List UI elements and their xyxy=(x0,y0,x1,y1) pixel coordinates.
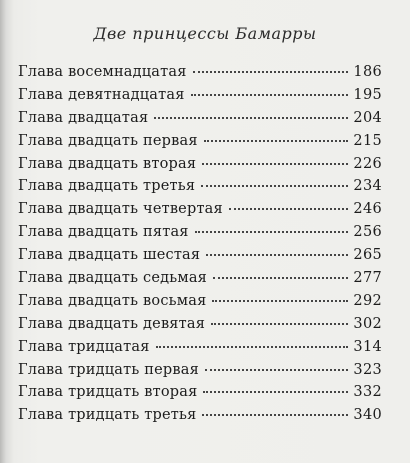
toc-entry-page: 215 xyxy=(353,132,382,149)
dot-leader xyxy=(229,208,349,210)
toc-entry xyxy=(18,201,382,224)
toc-entry-page: 302 xyxy=(353,315,382,332)
toc-entry xyxy=(18,270,382,293)
toc-entry-title: Глава двадцать шестая xyxy=(18,247,201,264)
toc-entry-title: Глава тридцать третья xyxy=(18,407,197,424)
toc-entry xyxy=(18,110,382,133)
dot-leader xyxy=(211,323,348,325)
toc-entry xyxy=(18,178,382,201)
toc-entry-page: 323 xyxy=(353,361,382,378)
toc-entry-title: Глава двадцать пятая xyxy=(18,224,189,241)
toc-entry-page: 256 xyxy=(353,224,382,241)
toc-entry-title: Глава двадцать девятая xyxy=(18,315,206,332)
toc-entry xyxy=(18,316,382,339)
toc-entry xyxy=(18,156,382,179)
toc-entry-page: 204 xyxy=(353,109,382,126)
dot-leader xyxy=(202,163,348,165)
toc-entry-page: 246 xyxy=(353,201,382,218)
toc-entry-page: 332 xyxy=(353,384,382,401)
dot-leader xyxy=(193,71,349,73)
toc-entry xyxy=(18,247,382,270)
toc-entry xyxy=(18,362,382,385)
toc-entry xyxy=(18,384,382,407)
toc-entry xyxy=(18,293,382,316)
dot-leader xyxy=(212,300,348,302)
toc-entry-title: Глава двадцатая xyxy=(18,109,149,126)
toc-entry xyxy=(18,407,382,430)
toc-entry-page: 314 xyxy=(353,338,382,355)
dot-leader xyxy=(203,391,348,393)
dot-leader xyxy=(213,277,348,279)
toc-entry-page: 292 xyxy=(353,292,382,309)
dot-leader xyxy=(206,254,348,256)
toc-entry-title: Глава двадцать четвертая xyxy=(18,201,223,218)
toc-entry-page: 234 xyxy=(353,178,382,195)
toc-entry-page: 340 xyxy=(353,407,382,424)
toc-entry-title: Глава девятнадцатая xyxy=(18,86,185,103)
toc-entry xyxy=(18,64,382,87)
table-of-contents xyxy=(18,64,382,430)
dot-leader xyxy=(195,231,349,233)
dot-leader xyxy=(156,346,349,348)
toc-entry-page: 186 xyxy=(353,64,382,80)
toc-entry-title: Глава тридцать вторая xyxy=(18,384,198,401)
toc-entry-title: Глава тридцатая xyxy=(18,338,150,355)
toc-entry xyxy=(18,339,382,362)
toc-entry xyxy=(18,87,382,110)
toc-entry-title: Глава двадцать седьмая xyxy=(18,270,208,287)
toc-entry-title: Глава двадцать первая xyxy=(18,132,198,149)
toc-entry-title: Глава двадцать третья xyxy=(18,178,196,195)
toc-entry xyxy=(18,224,382,247)
dot-leader xyxy=(154,117,348,119)
toc-entry-page: 195 xyxy=(353,86,382,103)
toc-entry-page: 277 xyxy=(353,270,382,287)
dot-leader xyxy=(191,94,349,96)
toc-entry-title: Глава двадцать вторая xyxy=(18,155,197,172)
toc-entry-page: 265 xyxy=(353,247,382,264)
dot-leader xyxy=(201,185,348,187)
dot-leader xyxy=(205,369,348,371)
dot-leader xyxy=(202,414,348,416)
toc-entry xyxy=(18,133,382,156)
dot-leader xyxy=(204,140,349,142)
toc-entry-title: Глава двадцать восьмая xyxy=(18,292,207,309)
running-header: Две принцессы Бамарры xyxy=(93,24,317,43)
toc-entry-title: Глава тридцать первая xyxy=(18,361,199,378)
toc-entry-title: Глава восемнадцатая xyxy=(18,64,187,80)
toc-entry-page: 226 xyxy=(353,155,382,172)
